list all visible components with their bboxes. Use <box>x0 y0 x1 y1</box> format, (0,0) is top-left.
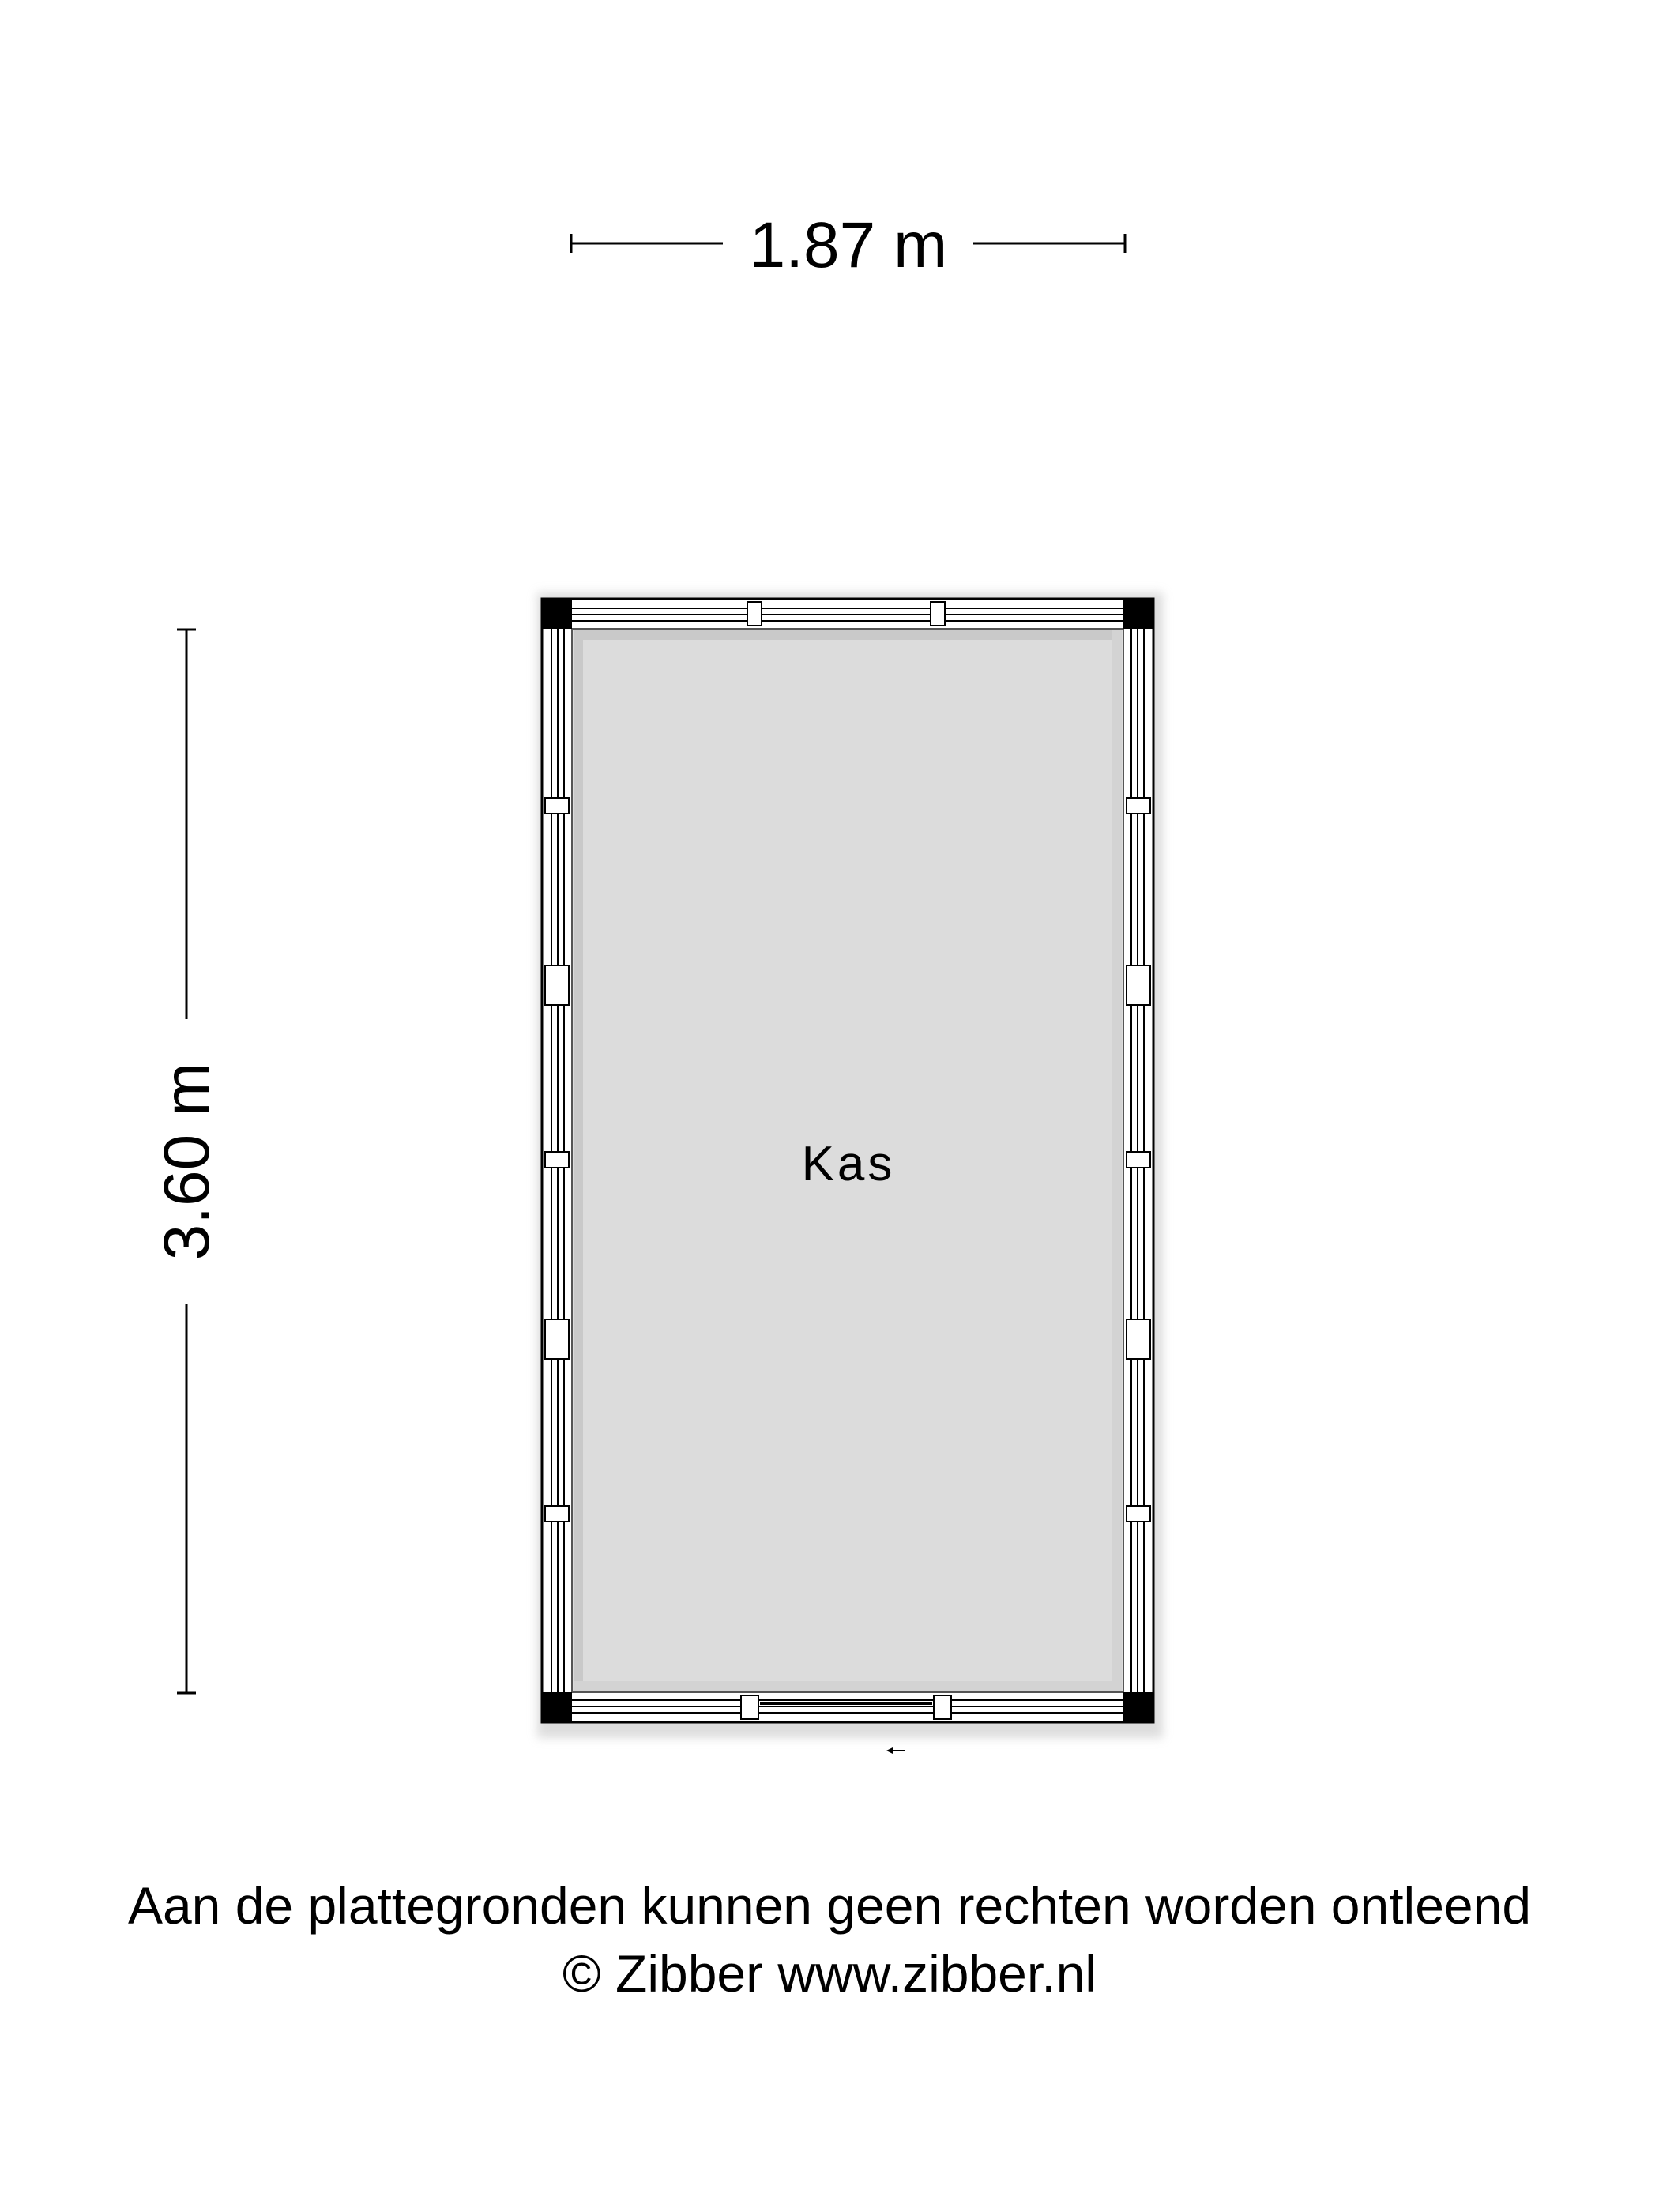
room-label: Kas <box>801 1137 896 1191</box>
corner-post <box>1123 599 1153 629</box>
room-kas <box>537 592 1163 1754</box>
disclaimer-text: Aan de plattegronden kunnen geen rechten worden ontleend <box>127 1876 1532 1935</box>
door-arrow-icon <box>886 1747 905 1754</box>
corner-post <box>542 1692 572 1722</box>
width-dimension <box>570 209 1126 281</box>
height-dimension <box>151 630 223 1693</box>
corner-post <box>1123 1692 1153 1722</box>
corner-post <box>542 599 572 629</box>
copyright-text: © Zibber www.zibber.nl <box>562 1944 1097 2003</box>
width-label: 1.87 m <box>749 209 948 281</box>
height-label: 3.60 m <box>151 1062 223 1261</box>
